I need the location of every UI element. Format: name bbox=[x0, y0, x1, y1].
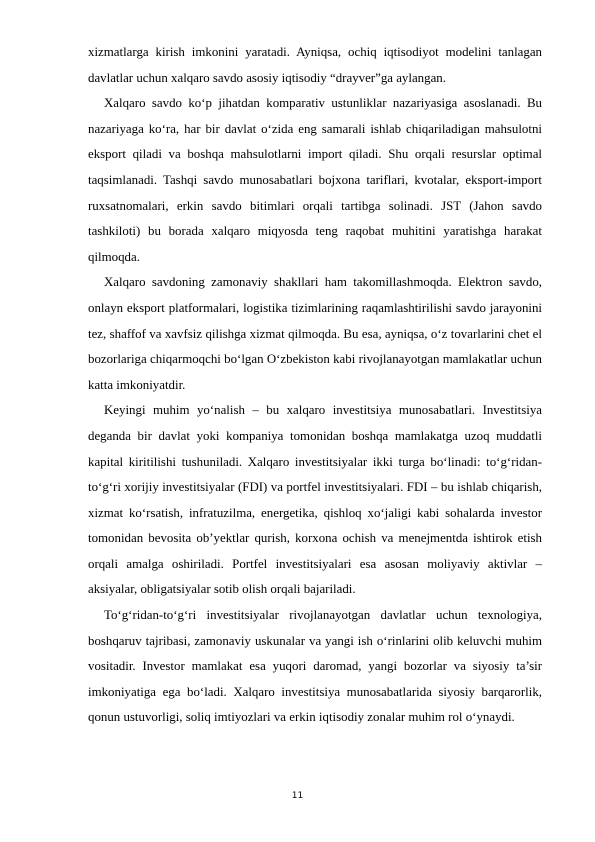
paragraph-direct-investment: To‘g‘ridan-to‘g‘ri investitsiyalar rivojlanayotgan davlatlar uchun texnologiya, boshqaruv tajribasi, zamonaviy uskunalar va yangi ish o‘rinlarini olib keluvchi muhim vositadir. Investor mamlakat esa yuqori daromad, yangi bozorlar va siyosiy ta’sir imkoniyatiga ega bo‘ladi. Xalqaro investitsiya munosabatlarida siyosiy barqarorlik, qonun ustuvorligi, soliq imtiyozlari va erkin iqtisodiy zonalar muhim rol o‘ynaydi. bbox=[88, 608, 542, 725]
document-body bbox=[88, 40, 542, 731]
page-number: 11 bbox=[291, 791, 304, 801]
paragraph-comparative-advantage: Xalqaro savdo ko‘p jihatdan komparativ ustunliklar nazariyasiga asoslanadi. Bu nazariyaga ko‘ra, har bir davlat o‘zida eng samarali ishlab chiqariladigan mahsulotni eksport qiladi va boshqa mahsulotlarni import qiladi. Shu orqali resurslar optimal taqsimlanadi. Tashqi savdo munosabatlari bojxona tariflari, kvotalar, eksport-import ruxsatnomalari, erkin savdo bitimlari orqali tartibga solinadi. JST (Jahon savdo tashkiloti) bu borada xalqaro miqyosda teng raqobat muhitini yaratishga harakat qilmoqda. bbox=[88, 96, 542, 264]
paragraph-modern-trade-forms: Xalqaro savdoning zamonaviy shakllari ham takomillashmoqda. Elektron savdo, onlayn eksport platformalari, logistika tizimlarining raqamlashtirilishi savdo jarayonini tez, shaffof va xavfsiz qilishga xizmat qilmoqda. Bu esa, ayniqsa, o‘z tovarlarini chet el bozorlariga chiqarmoqchi bo‘lgan O‘zbekiston kabi rivojlanayotgan mamlakatlar uchun katta imkoniyatdir. bbox=[88, 275, 542, 392]
paragraph-investment-relations: Keyingi muhim yo‘nalish – bu xalqaro investitsiya munosabatlari. Investitsiya deganda bir davlat yoki kompaniya tomonidan boshqa mamlakatga uzoq muddatli kapital kiritilishi tushuniladi. Xalqaro investitsiyalar ikki turga bo‘linadi: to‘g‘ridan-to‘g‘ri xorijiy investitsiyalar (FDI) va portfel investitsiyalari. FDI – bu ishlab chiqarish, xizmat ko‘rsatish, infratuzilma, energetika, qishloq xo‘jaligi kabi sohalarda investor tomonidan bevosita ob’yektlar qurish, korxona ochish va menejmentda ishtirok etish orqali amalga oshiriladi. Portfel investitsiyalari esa asosan moliyaviy aktivlar – aksiyalar, obligatsiyalar sotib olish orqali bajariladi. bbox=[88, 403, 542, 597]
paragraph-continuation: xizmatlarga kirish imkonini yaratadi. Ayniqsa, ochiq iqtisodiyot modelini tanlagan davlatlar uchun xalqaro savdo asosiy iqtisodiy “drayver”ga aylangan. bbox=[88, 45, 542, 85]
